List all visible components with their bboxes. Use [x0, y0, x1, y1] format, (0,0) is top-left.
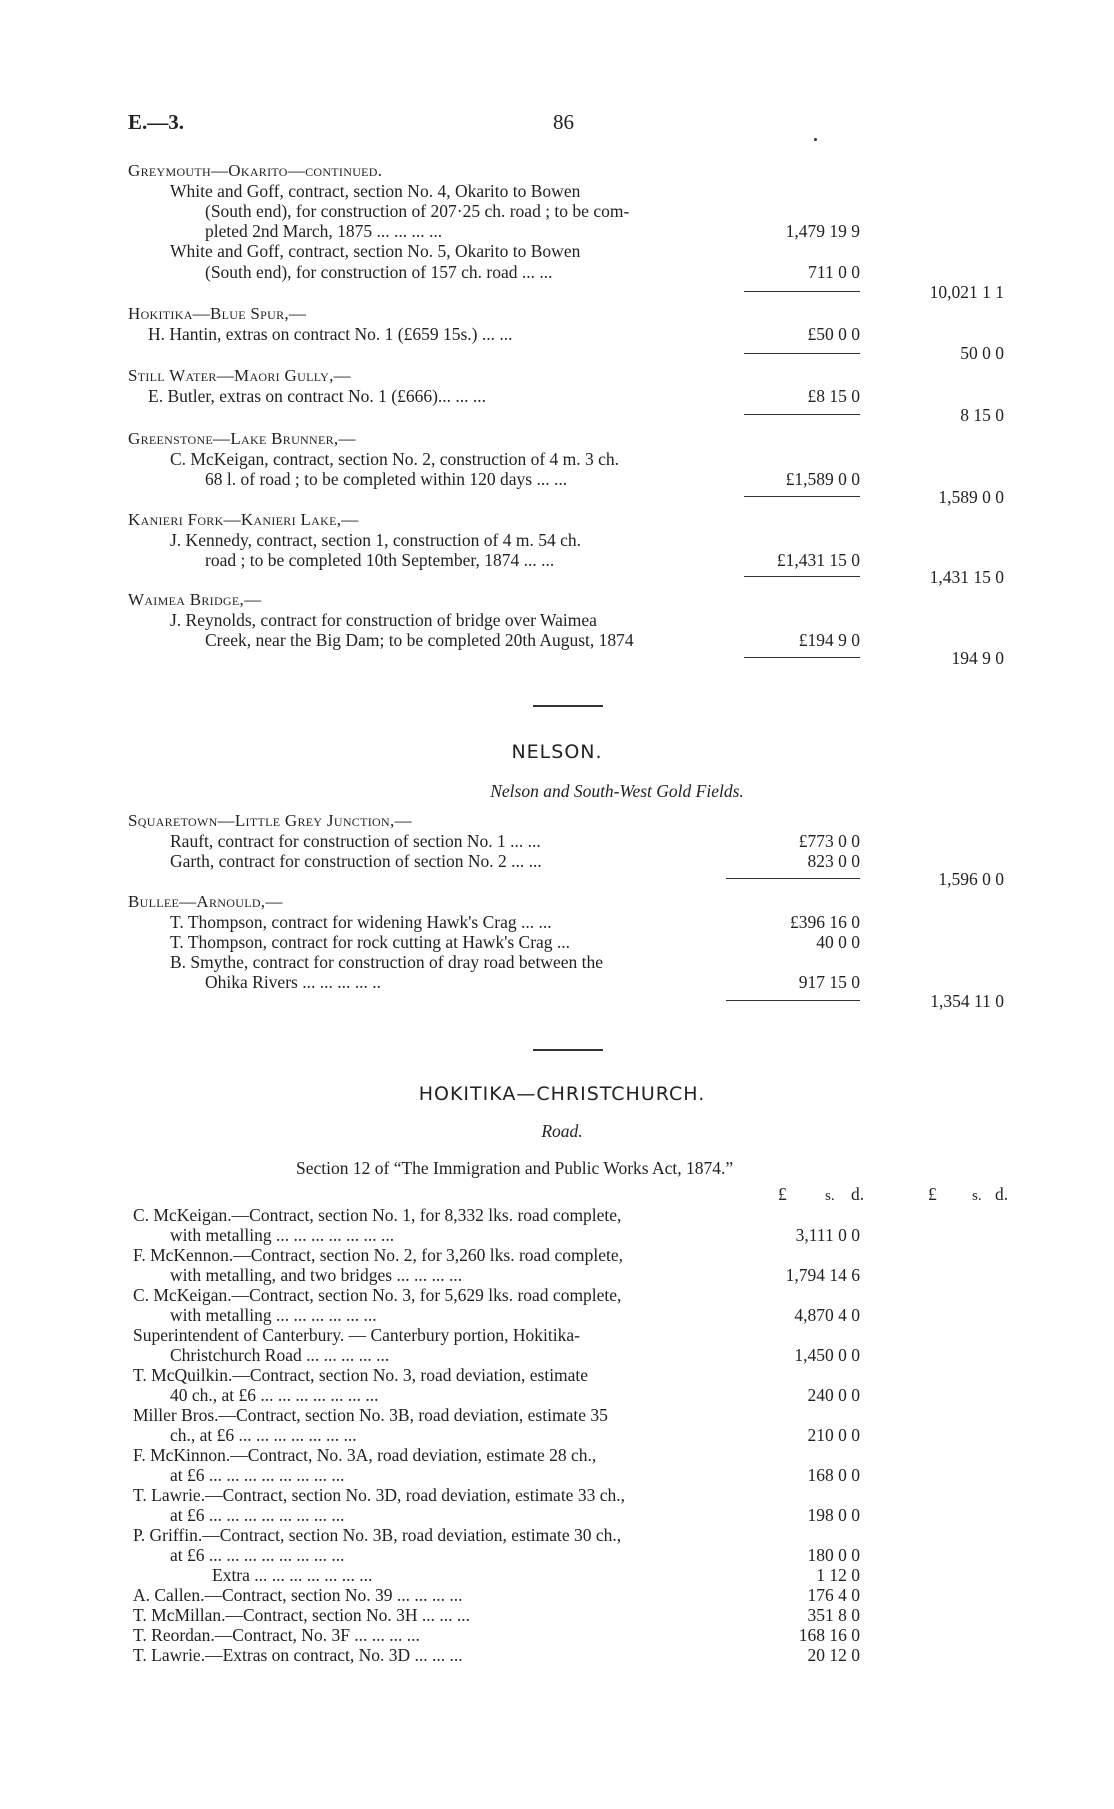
greymouth-line: White and Goff, contract, section No. 5, Okarito to Bowen	[170, 241, 581, 261]
section-heading-kanieri: Kanieri Fork—Kanieri Lake,—	[128, 510, 359, 529]
contract-amount: 198 0 0	[807, 1505, 860, 1525]
bullee-amount: 917 15 0	[798, 972, 860, 992]
bullee-line: T. Thompson, contract for widening Hawk's Crag ... ...	[170, 912, 552, 932]
contract-line: T. Lawrie.—Extras on contract, No. 3D ... ... ...	[133, 1645, 463, 1665]
greymouth-line: White and Goff, contract, section No. 4, Okarito to Bowen	[170, 181, 581, 201]
squaretown-amount: 823 0 0	[807, 851, 860, 871]
contract-line: at £6 ... ... ... ... ... ... ... ...	[170, 1545, 345, 1565]
contract-line: Miller Bros.—Contract, section No. 3B, road deviation, estimate 35	[133, 1405, 608, 1425]
column-header-pence: d.	[851, 1184, 865, 1204]
section-heading-greymouth: Greymouth—Okarito—continued.	[128, 161, 383, 180]
bullee-amount: £396 16 0	[790, 912, 860, 932]
contract-line: P. Griffin.—Contract, section No. 3B, road deviation, estimate 30 ch.,	[133, 1525, 622, 1545]
nelson-title: NELSON.	[511, 741, 603, 763]
bullee-amount: 40 0 0	[816, 932, 860, 952]
contract-amount: 20 12 0	[807, 1645, 860, 1665]
nelson-subtitle: Nelson and South-West Gold Fields.	[490, 781, 744, 801]
squaretown-line: Garth, contract for construction of section No. 2 ... ...	[170, 851, 542, 871]
contract-amount: 3,111 0 0	[795, 1225, 860, 1245]
contract-line: C. McKeigan.—Contract, section No. 3, for 5,629 lks. road complete,	[133, 1285, 622, 1305]
greymouth-amount: 711 0 0	[808, 262, 860, 282]
document-reference: E.—3.	[128, 110, 185, 134]
contract-line: at £6 ... ... ... ... ... ... ... ...	[170, 1465, 345, 1485]
contract-line: with metalling ... ... ... ... ... ...	[170, 1305, 377, 1325]
contract-amount: 168 0 0	[807, 1465, 860, 1485]
subtotal-rule	[744, 657, 860, 658]
greenstone-line: C. McKeigan, contract, section No. 2, construction of 4 m. 3 ch.	[170, 449, 620, 469]
contract-line: T. McMillan.—Contract, section No. 3H ... ... ...	[133, 1605, 470, 1625]
greenstone-total: 1,589 0 0	[938, 487, 1004, 507]
page-number: 86	[553, 110, 574, 134]
contract-line: F. McKinnon.—Contract, No. 3A, road deviation, estimate 28 ch.,	[133, 1445, 597, 1465]
contract-amount: 1,450 0 0	[794, 1345, 860, 1365]
hokitika-christchurch-subtitle: Road.	[541, 1121, 583, 1141]
subtotal-rule	[726, 1000, 860, 1001]
hokitika-blue-total: 50 0 0	[960, 343, 1004, 363]
contract-line: T. Lawrie.—Contract, section No. 3D, road deviation, estimate 33 ch.,	[133, 1485, 625, 1505]
contract-amount: 351 8 0	[807, 1605, 860, 1625]
waimea-total: 194 9 0	[951, 648, 1004, 668]
still-water-amount: £8 15 0	[807, 386, 860, 406]
bullee-line: T. Thompson, contract for rock cutting at Hawk's Crag ...	[170, 932, 571, 952]
greymouth-total: 10,021 1 1	[929, 282, 1004, 302]
contract-line: A. Callen.—Contract, section No. 39 ... ... ... ...	[133, 1585, 463, 1605]
contract-amount: 176 4 0	[807, 1585, 860, 1605]
column-header-shillings: s.	[825, 1188, 835, 1204]
contract-line: Superintendent of Canterbury. — Canterbury portion, Hokitika-	[133, 1325, 580, 1345]
contract-line: ch., at £6 ... ... ... ... ... ... ...	[170, 1425, 357, 1445]
contract-amount: 4,870 4 0	[794, 1305, 860, 1325]
subtotal-rule	[744, 291, 860, 292]
waimea-line: J. Reynolds, contract for construction of bridge over Waimea	[170, 610, 597, 630]
section-heading-greenstone: Greenstone—Lake Brunner,—	[128, 429, 356, 448]
contract-amount: 1 12 0	[816, 1565, 860, 1585]
bullee-line: B. Smythe, contract for construction of dray road between the	[170, 952, 603, 972]
subtotal-rule	[744, 414, 860, 415]
squaretown-line: Rauft, contract for construction of section No. 1 ... ...	[170, 831, 541, 851]
contract-line: at £6 ... ... ... ... ... ... ... ...	[170, 1505, 345, 1525]
act-reference: Section 12 of “The Immigration and Public Works Act, 1874.”	[296, 1158, 734, 1178]
greymouth-line: (South end), for construction of 207·25 ch. road ; to be com-	[205, 201, 630, 221]
still-water-total: 8 15 0	[960, 405, 1004, 425]
contract-amount: 210 0 0	[807, 1425, 860, 1445]
subtotal-rule	[726, 878, 860, 879]
contract-line: with metalling, and two bridges ... ... ... ...	[170, 1265, 463, 1285]
subtotal-rule	[744, 496, 860, 497]
waimea-line: Creek, near the Big Dam; to be completed 20th August, 1874	[205, 630, 634, 650]
greymouth-amount: 1,479 19 9	[785, 221, 860, 241]
column-header-pence-total: d.	[995, 1184, 1009, 1204]
section-heading-hokitika-blue-spur: Hokitika—Blue Spur,—	[128, 304, 307, 323]
contract-line: Christchurch Road ... ... ... ... ...	[170, 1345, 390, 1365]
print-mark	[814, 138, 817, 141]
contract-amount: 180 0 0	[807, 1545, 860, 1565]
subtotal-rule	[744, 353, 860, 354]
section-heading-waimea: Waimea Bridge,—	[128, 590, 262, 609]
hokitika-blue-line: H. Hantin, extras on contract No. 1 (£659 15s.) ... ...	[148, 324, 513, 344]
contract-line: Extra ... ... ... ... ... ... ...	[212, 1565, 373, 1585]
greenstone-line: 68 l. of road ; to be completed within 120 days ... ...	[205, 469, 568, 489]
column-header-pounds: £	[778, 1184, 787, 1204]
contract-amount: 168 16 0	[798, 1625, 860, 1645]
waimea-amount: £194 9 0	[798, 630, 860, 650]
kanieri-line: J. Kennedy, contract, section 1, construction of 4 m. 54 ch.	[170, 530, 581, 550]
kanieri-total: 1,431 15 0	[929, 567, 1004, 587]
contract-line: with metalling ... ... ... ... ... ... ...	[170, 1225, 395, 1245]
greenstone-amount: £1,589 0 0	[785, 469, 860, 489]
contract-amount: 240 0 0	[807, 1385, 860, 1405]
column-header-shillings-total: s.	[972, 1188, 982, 1204]
kanieri-amount: £1,431 15 0	[776, 550, 860, 570]
subtotal-rule	[744, 576, 860, 577]
contract-amount: 1,794 14 6	[785, 1265, 860, 1285]
contract-line: F. McKennon.—Contract, section No. 2, for 3,260 lks. road complete,	[133, 1245, 623, 1265]
contract-line: T. McQuilkin.—Contract, section No. 3, road deviation, estimate	[133, 1365, 589, 1385]
hokitika-blue-amount: £50 0 0	[807, 324, 860, 344]
section-divider	[533, 705, 603, 707]
contract-line: C. McKeigan.—Contract, section No. 1, for 8,332 lks. road complete,	[133, 1205, 622, 1225]
greymouth-line: pleted 2nd March, 1875 ... ... ... ...	[205, 221, 443, 241]
hokitika-christchurch-title: HOKITIKA—CHRISTCHURCH.	[418, 1083, 706, 1105]
kanieri-line: road ; to be completed 10th September, 1874 ... ...	[205, 550, 555, 570]
section-heading-bullee: Bullee—Arnould,—	[128, 892, 283, 911]
greymouth-line: (South end), for construction of 157 ch. road ... ...	[205, 262, 553, 282]
squaretown-total: 1,596 0 0	[938, 869, 1004, 889]
section-heading-squaretown: Squaretown—Little Grey Junction,—	[128, 811, 412, 830]
squaretown-amount: £773 0 0	[798, 831, 860, 851]
bullee-line: Ohika Rivers ... ... ... ... ..	[205, 972, 381, 992]
section-divider	[533, 1049, 603, 1051]
still-water-line: E. Butler, extras on contract No. 1 (£666)... ... ...	[148, 386, 487, 406]
section-heading-still-water: Still Water—Maori Gully,—	[128, 366, 351, 385]
bullee-total: 1,354 11 0	[930, 991, 1004, 1011]
column-header-pounds-total: £	[928, 1184, 937, 1204]
contract-line: 40 ch., at £6 ... ... ... ... ... ... ...	[170, 1385, 379, 1405]
contract-line: T. Reordan.—Contract, No. 3F ... ... ... ...	[133, 1625, 420, 1645]
